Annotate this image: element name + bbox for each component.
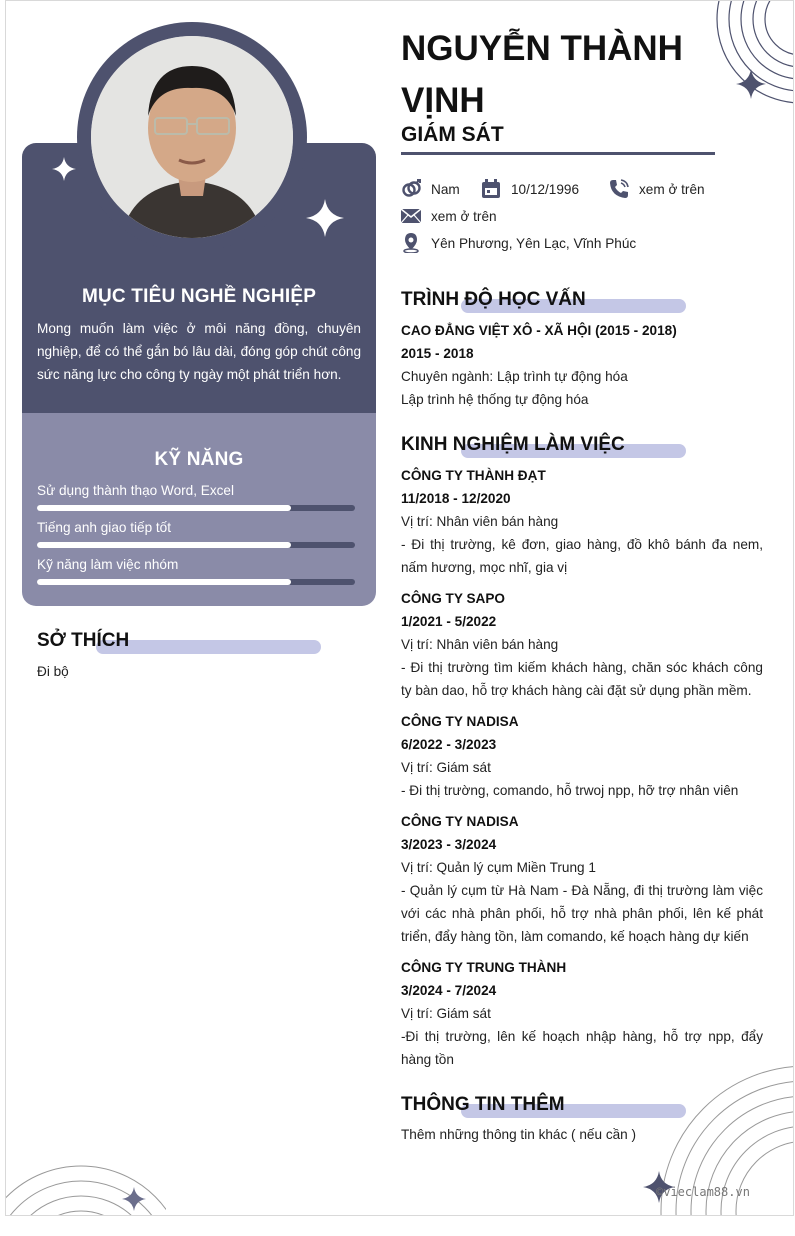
job-description: - Đi thị trường tìm kiếm khách hàng, chăn sóc khách công ty bàn dao, hỗ trợ khách hàng cài đặt sử dụng phần mềm.	[401, 660, 763, 698]
experience-item	[401, 710, 763, 802]
skill-bar-track	[37, 542, 355, 548]
skills-title: KỸ NĂNG	[154, 449, 244, 470]
skill-label: Tiếng anh giao tiếp tốt	[37, 520, 172, 535]
job-position: Vị trí: Giám sát	[401, 760, 491, 775]
experience-title: KINH NGHIỆM LÀM VIỆC	[401, 434, 625, 455]
hobbies-title: SỞ THÍCH	[37, 630, 130, 651]
job-description: - Quản lý cụm từ Hà Nam - Đà Nẵng, đi thị trường làm việc với các nhà phân phối, hỗ trợ nhà phân phối, lên kế phát triển, đẩy hàng tồn, làm comando, kế hoạch hàng dự kiến	[401, 883, 763, 944]
hobbies-title-bar	[96, 640, 321, 654]
location-pin-icon	[401, 233, 421, 253]
skills-card	[22, 413, 376, 606]
job-period: 3/2024 - 7/2024	[401, 983, 497, 998]
candidate-name	[401, 23, 731, 127]
job-position: Vị trí: Quản lý cụm Miền Trung 1	[401, 860, 596, 875]
job-period: 11/2018 - 12/2020	[401, 491, 511, 506]
objective-title: MỤC TIÊU NGHỀ NGHIỆP	[81, 286, 317, 307]
sparkle-icon	[122, 1187, 146, 1211]
education-major: Chuyên ngành: Lập trình tự động hóa	[401, 369, 628, 384]
education-detail: Lập trình hệ thống tự động hóa	[401, 392, 589, 407]
education-block	[401, 319, 763, 411]
title-underline	[401, 152, 715, 155]
company-name: CÔNG TY NADISA	[401, 714, 519, 729]
calendar-icon	[481, 179, 501, 199]
experience-item	[401, 956, 763, 1071]
additional-text: Thêm những thông tin khác ( nếu cần )	[401, 1127, 637, 1142]
avatar	[91, 36, 293, 238]
watermark: ©vieclam88.vn	[656, 1185, 750, 1199]
experience-item	[401, 587, 763, 702]
job-position: Vị trí: Nhân viên bán hàng	[401, 514, 559, 529]
school-name: CAO ĐẲNG VIỆT XÔ - XÃ HỘI (2015 - 2018)	[401, 323, 677, 338]
experience-item	[401, 810, 763, 948]
address-value: Yên Phương, Yên Lạc, Vĩnh Phúc	[431, 235, 637, 251]
skill-label: Sử dụng thành thạo Word, Excel	[37, 483, 235, 498]
phone-value: xem ở trên	[639, 181, 705, 197]
skill-item	[37, 520, 355, 535]
cv-page	[5, 0, 794, 1216]
job-position: Vị trí: Nhân viên bán hàng	[401, 637, 559, 652]
job-description: - Đi thị trường, comando, hỗ trwoj npp, hỡ trợ nhân viên	[401, 783, 739, 798]
company-name: CÔNG TY NADISA	[401, 814, 519, 829]
skill-bar-fill	[37, 542, 291, 548]
sparkle-icon	[52, 157, 76, 181]
skill-item	[37, 557, 355, 572]
sparkle-icon	[736, 69, 766, 99]
experience-item	[401, 464, 763, 579]
job-description: -Đi thị trường, lên kế hoạch nhập hàng, hỗ trợ npp, đẩy hàng tồn	[401, 1029, 763, 1067]
company-name: CÔNG TY THÀNH ĐẠT	[401, 468, 546, 483]
objective-text: Mong muốn làm việc ở môi năng đồng, chuyên nghiệp, để có thể gắn bó lâu dài, đóng góp chút công sức năng lực cho công ty ngày một phát triển hơn.	[37, 321, 361, 382]
gender-icon	[401, 179, 421, 199]
hobbies-text: Đi bộ	[37, 664, 69, 679]
education-title: TRÌNH ĐỘ HỌC VẤN	[401, 289, 586, 310]
name-line-1: NGUYỄN THÀNH	[401, 29, 683, 68]
gender-info	[401, 179, 460, 199]
education-period: 2015 - 2018	[401, 346, 474, 361]
email-info	[401, 206, 497, 226]
company-name: CÔNG TY SAPO	[401, 591, 505, 606]
skill-label: Kỹ năng làm việc nhóm	[37, 557, 179, 572]
birthday-info	[481, 179, 579, 199]
skill-bar-fill	[37, 505, 291, 511]
name-line-2: VỊNH	[401, 81, 485, 120]
skill-item	[37, 483, 355, 498]
sparkle-icon	[306, 199, 344, 237]
skill-bar-track	[37, 505, 355, 511]
company-name: CÔNG TY TRUNG THÀNH	[401, 960, 567, 975]
additional-title: THÔNG TIN THÊM	[401, 1094, 565, 1115]
job-period: 6/2022 - 3/2023	[401, 737, 497, 752]
gender-value: Nam	[431, 181, 460, 197]
job-description: - Đi thị trường, kê đơn, giao hàng, đồ khô bánh đa nem, nấm hương, mọc nhĩ, gia vị	[401, 537, 763, 575]
skill-bar-fill	[37, 579, 291, 585]
email-icon	[401, 206, 421, 226]
phone-icon	[609, 179, 629, 199]
phone-info	[609, 179, 705, 199]
job-title: GIÁM SÁT	[401, 123, 504, 146]
address-info	[401, 233, 636, 253]
birthday-value: 10/12/1996	[511, 181, 580, 197]
job-position: Vị trí: Giám sát	[401, 1006, 491, 1021]
email-value: xem ở trên	[431, 208, 497, 224]
job-period: 1/2021 - 5/2022	[401, 614, 497, 629]
skill-bar-track	[37, 579, 355, 585]
job-period: 3/2023 - 3/2024	[401, 837, 497, 852]
